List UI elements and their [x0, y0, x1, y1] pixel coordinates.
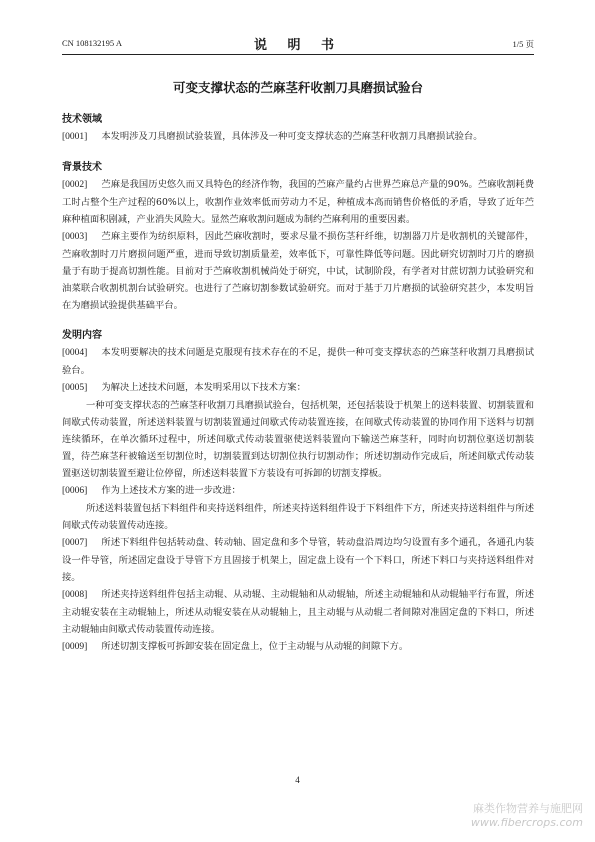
paragraph-0004 [62, 344, 534, 379]
paragraph-text: 所述下料组件包括转动盘、转动轴、固定盘和多个导管，转动盘沿周边均匀设置有多个通孔，各通孔内装设一件导管，所述固定盘设于导管下方且固接于机架上，固定盘上设有一个下料口，所述下料口与夹持送料组件对接。 [62, 537, 534, 583]
paragraph-0006-body: 所述送料装置包括下料组件和夹持送料组件，所述夹持送料组件设于下料组件下方，所述夹持送料组件与所述间歇式传动装置传动连接。 [62, 503, 534, 531]
paragraph-0005-body: 一种可变支撑状态的苎麻茎秆收割刀具磨损试验台，包括机架，还包括装设于机架上的送料装置、切割装置和间歇式传动装置，所述送料装置与切割装置通过间歇式传动装置连接，在间歇式传动装置的协同作用下送料与切割连续循环，在单次循环过程中，所述间歇式传动装置驱使送料装置向下输送苎麻茎秆，同时向切割位驱送切割装置，待苎麻茎秆被输送至切割位时，切割装置到达切割位执行切割动作；所述切割动作完成后，所述间歇式传动装置驱送切割装置至避让位停留，所述送料装置下方装设有可拆卸的切割支撑板。 [62, 400, 534, 479]
paragraph-number: [0009] [62, 642, 88, 652]
page-number: 4 [295, 775, 300, 785]
site-watermark [471, 802, 583, 830]
paragraph-number: [0006] [62, 486, 88, 496]
watermark-url: www.fibercrops.com [470, 816, 583, 829]
document-kind: 说 明 书 [253, 38, 343, 53]
page-count: 1/5 页 [512, 39, 534, 49]
paragraph-number: [0004] [62, 348, 88, 358]
paragraph-number: [0002] [62, 180, 88, 190]
paragraph-text: 作为上述技术方案的进一步改进： [101, 485, 241, 496]
paragraph-text: 为解决上述技术问题，本发明采用以下技术方案： [101, 382, 306, 393]
paragraph-0003 [62, 228, 534, 314]
paragraph-text: 本发明涉及刀具磨损试验装置，具体涉及一种可变支撑状态的苎麻茎秆收割刀具磨损试验台。 [101, 131, 483, 142]
paragraph-number: [0001] [62, 132, 88, 142]
paragraph-0002 [62, 176, 534, 228]
paragraph-0008 [62, 586, 534, 638]
paragraph-number: [0003] [62, 232, 88, 242]
section-heading-summary: 发明内容 [62, 330, 102, 341]
document-body [62, 112, 534, 656]
document-header [62, 34, 534, 55]
paragraph-number: [0008] [62, 590, 88, 600]
section-heading-technical-field: 技术领域 [62, 114, 102, 125]
section-heading-background: 背景技术 [62, 162, 102, 173]
watermark-site-name: 麻类作物营养与施肥网 [473, 802, 583, 815]
paragraph-0006 [62, 482, 534, 500]
paragraph-number: [0005] [62, 383, 88, 393]
paragraph-text: 苎麻是我国历史悠久而又具特色的经济作物，我国的苎麻产量约占世界苎麻总产量的90%。苎麻收割耗费工时占整个生产过程的60%以上，收割作业效率低而劳动力不足，种植成本高而销售价格低的矛盾，导致了近年苎麻种植面积剧减，产业消失风险大。显然苎麻收割问题成为制约苎麻利用的重要因素。 [62, 179, 534, 225]
publication-number: CN 108132195 A [62, 38, 122, 48]
paragraph-0001 [62, 128, 534, 146]
paragraph-0007 [62, 534, 534, 586]
invention-title: 可变支撑状态的苎麻茎秆收割刀具磨损试验台 [172, 80, 423, 95]
paragraph-text: 所述夹持送料组件包括主动辊、从动辊、主动辊轴和从动辊轴，所述主动辊轴和从动辊轴平行布置，所述主动辊安装在主动辊轴上，所述从动辊安装在从动辊轴上，且主动辊与从动辊二者间隙对准固定盘的下料口，所述主动辊轴由间歇式传动装置传动连接。 [62, 589, 534, 635]
paragraph-number: [0007] [62, 538, 88, 548]
paragraph-0005 [62, 379, 534, 397]
paragraph-text: 本发明要解决的技术问题是克服现有技术存在的不足，提供一种可变支撑状态的苎麻茎秆收割刀具磨损试验台。 [62, 347, 534, 376]
paragraph-0009 [62, 638, 534, 656]
paragraph-text: 所述切割支撑板可拆卸安装在固定盘上，位于主动辊与从动辊的间隙下方。 [101, 641, 409, 652]
paragraph-text: 苎麻主要作为纺织原料，因此苎麻收割时，要求尽量不损伤茎秆纤维，切割器刀片是收割机的关键部件，苎麻收割时刀片磨损问题严重，进而导致切割质量差，效率低下，可靠性降低等问题。因此研究切割时刀片的磨损量于有助于提高切割性能。目前对于苎麻收割机械尚处于研究，中试，试制阶段，有学者对甘蔗切割力试验研究和油菜联合收割机割台试验研究。也进行了苎麻切割参数试验研究。而对于基于刀片磨损的试验研究甚少，本发明旨在为磨损试验提供基础平台。 [62, 231, 534, 311]
